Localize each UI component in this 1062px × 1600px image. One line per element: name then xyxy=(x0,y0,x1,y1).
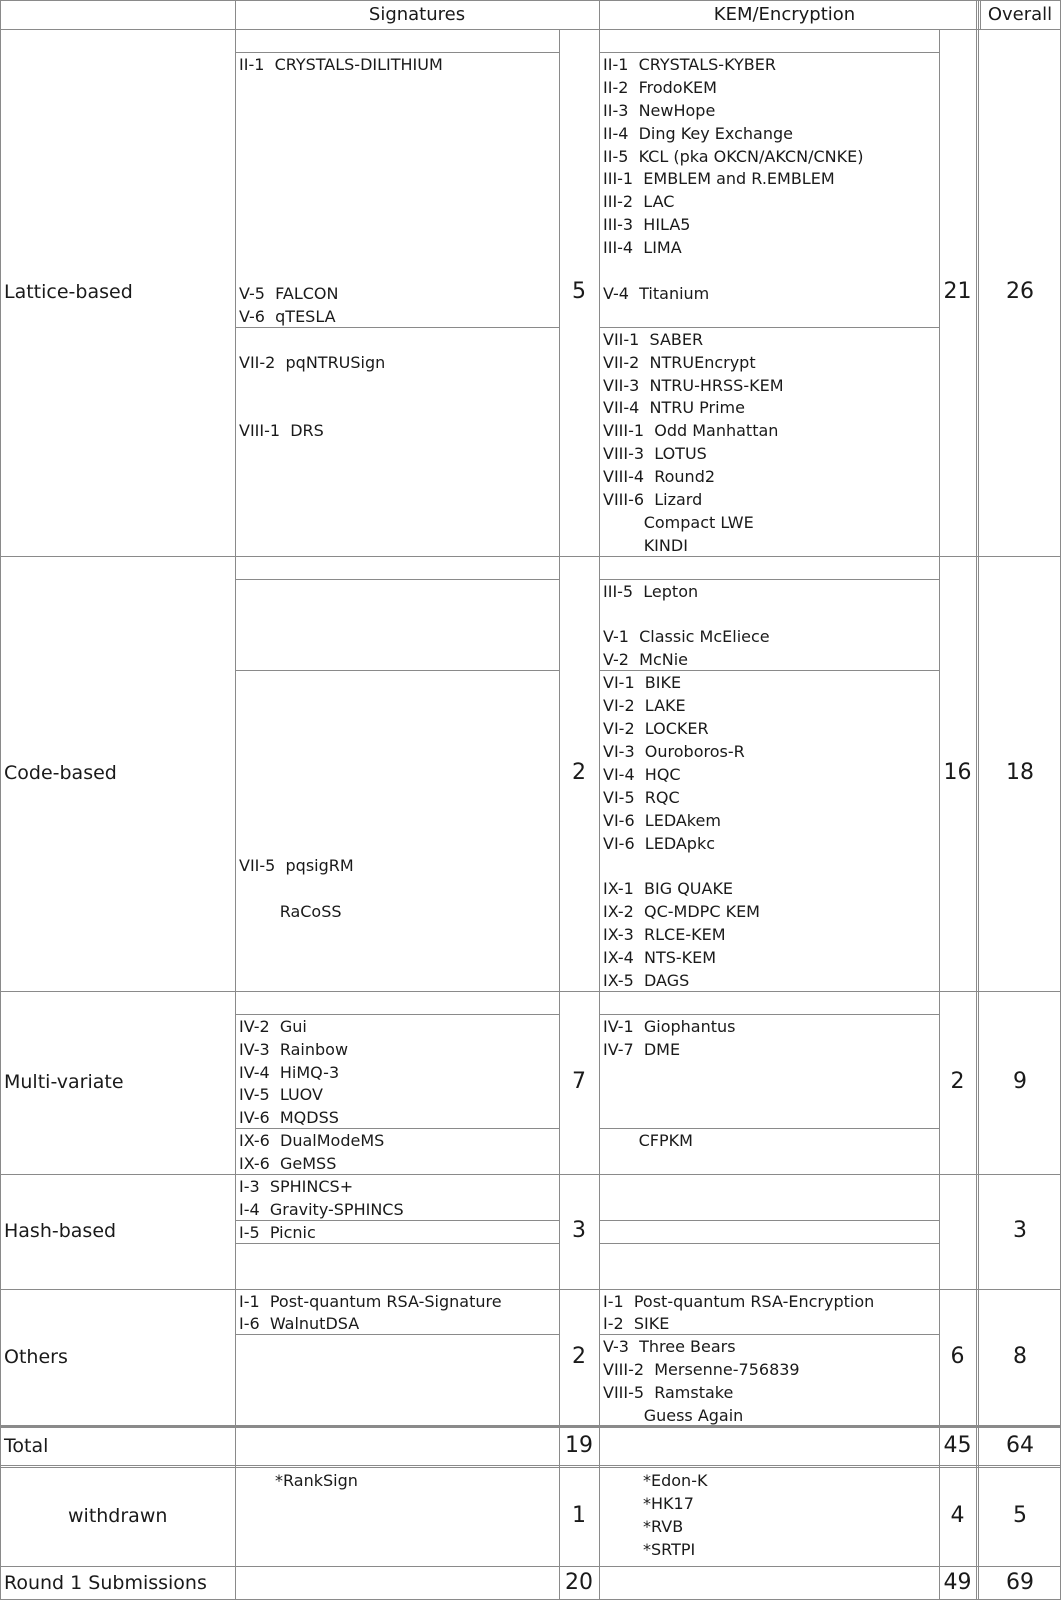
overall-count: 3 xyxy=(1013,1218,1027,1243)
signature-count: 2 xyxy=(572,1344,586,1369)
kem-scheme: II-5 KCL (pka OKCN/AKCN/CNKE) xyxy=(603,147,864,166)
signature-count: 3 xyxy=(572,1218,586,1243)
withdrawn-signature: *RankSign xyxy=(275,1471,358,1490)
kem-scheme: VIII-6 Lizard xyxy=(603,490,703,509)
kem-scheme: I-1 Post-quantum RSA-Encryption xyxy=(603,1292,875,1311)
total-signature-count: 19 xyxy=(565,1433,593,1458)
signature-scheme: I-3 SPHINCS+ xyxy=(239,1177,354,1196)
grid-line xyxy=(0,1465,1060,1468)
round1-label: Round 1 Submissions xyxy=(4,1572,207,1594)
kem-scheme: Guess Again xyxy=(603,1406,744,1425)
total-overall-count: 64 xyxy=(1006,1433,1034,1458)
kem-scheme: III-1 EMBLEM and R.EMBLEM xyxy=(603,169,835,188)
signature-scheme: VII-2 pqNTRUSign xyxy=(239,353,386,372)
overall-count: 26 xyxy=(1006,279,1034,304)
kem-scheme: IV-1 Giophantus xyxy=(603,1017,736,1036)
grid-line xyxy=(1060,0,1061,29)
kem-scheme: V-1 Classic McEliece xyxy=(603,627,770,646)
round1-signature-count: 20 xyxy=(565,1570,593,1595)
grid-line xyxy=(235,579,559,580)
signature-scheme: V-6 qTESLA xyxy=(239,307,336,326)
kem-scheme: V-4 Titanium xyxy=(603,284,710,303)
header-signatures: Signatures xyxy=(368,4,466,25)
signature-scheme: I-4 Gravity-SPHINCS xyxy=(239,1200,404,1219)
signature-scheme: V-5 FALCON xyxy=(239,284,339,303)
category-label: Code-based xyxy=(4,762,117,784)
withdrawn-kem: *HK17 xyxy=(643,1494,694,1513)
kem-scheme: V-2 McNie xyxy=(603,650,688,669)
kem-scheme: VI-2 LAKE xyxy=(603,696,686,715)
withdrawn-overall-count: 5 xyxy=(1013,1503,1027,1528)
grid-line xyxy=(0,0,1,29)
signature-count: 5 xyxy=(572,279,586,304)
signature-scheme: IX-6 DualModeMS xyxy=(239,1131,385,1150)
kem-scheme: VII-4 NTRU Prime xyxy=(603,398,745,417)
kem-scheme: IX-5 DAGS xyxy=(603,971,690,990)
overall-count: 8 xyxy=(1013,1344,1027,1369)
signature-scheme: IV-2 Gui xyxy=(239,1017,307,1036)
kem-scheme: VIII-4 Round2 xyxy=(603,467,716,486)
kem-scheme: VIII-1 Odd Manhattan xyxy=(603,421,779,440)
kem-scheme: I-2 SIKE xyxy=(603,1314,670,1333)
kem-count: 16 xyxy=(943,760,972,785)
withdrawn-kem: *RVB xyxy=(643,1517,684,1536)
kem-scheme: III-3 HILA5 xyxy=(603,215,691,234)
kem-scheme: II-4 Ding Key Exchange xyxy=(603,124,793,143)
withdrawn-label: withdrawn xyxy=(68,1505,168,1527)
kem-count: 21 xyxy=(943,279,972,304)
kem-scheme: IX-1 BIG QUAKE xyxy=(603,879,734,898)
grid-line xyxy=(235,670,559,671)
kem-scheme: VI-1 BIKE xyxy=(603,673,682,692)
withdrawn-signature-count: 1 xyxy=(572,1503,586,1528)
kem-scheme: II-2 FrodoKEM xyxy=(603,78,717,97)
grid-line xyxy=(1060,29,1061,1600)
kem-scheme: III-5 Lepton xyxy=(603,582,699,601)
signature-count: 7 xyxy=(572,1069,586,1094)
kem-scheme: VI-6 LEDApkc xyxy=(603,834,716,853)
kem-scheme: III-4 LIMA xyxy=(603,238,682,257)
kem-scheme: III-2 LAC xyxy=(603,192,675,211)
withdrawn-kem-count: 4 xyxy=(950,1503,965,1528)
kem-scheme: VII-1 SABER xyxy=(603,330,704,349)
category-label: Multi-variate xyxy=(4,1071,124,1093)
kem-scheme: VII-2 NTRUEncrypt xyxy=(603,353,756,372)
kem-scheme: VI-2 LOCKER xyxy=(603,719,709,738)
signature-scheme: I-1 Post-quantum RSA-Signature xyxy=(239,1292,502,1311)
kem-scheme: VI-4 HQC xyxy=(603,765,681,784)
signature-scheme: IV-4 HiMQ-3 xyxy=(239,1063,340,1082)
kem-count xyxy=(939,1216,976,1246)
kem-scheme: VI-5 RQC xyxy=(603,788,680,807)
grid-line xyxy=(599,1220,939,1221)
overall-count: 18 xyxy=(1006,760,1034,785)
kem-scheme: Compact LWE xyxy=(603,513,754,532)
signature-scheme: I-6 WalnutDSA xyxy=(239,1314,360,1333)
overall-count: 9 xyxy=(1013,1069,1027,1094)
signature-scheme: IV-5 LUOV xyxy=(239,1085,323,1104)
kem-count: 2 xyxy=(950,1069,965,1094)
kem-scheme: II-1 CRYSTALS-KYBER xyxy=(603,55,776,74)
kem-scheme: IX-3 RLCE-KEM xyxy=(603,925,726,944)
grid-line xyxy=(599,1243,939,1244)
kem-scheme: IX-4 NTS-KEM xyxy=(603,948,717,967)
kem-scheme: VIII-5 Ramstake xyxy=(603,1383,734,1402)
grid-line xyxy=(235,29,236,1600)
kem-scheme: IV-7 DME xyxy=(603,1040,681,1059)
kem-scheme: CFPKM xyxy=(603,1131,693,1150)
kem-scheme: VIII-3 LOTUS xyxy=(603,444,707,463)
kem-scheme: V-3 Three Bears xyxy=(603,1337,736,1356)
signature-scheme: IV-3 Rainbow xyxy=(239,1040,349,1059)
signature-count: 2 xyxy=(572,760,586,785)
kem-scheme: KINDI xyxy=(603,536,688,555)
signature-scheme: II-1 CRYSTALS-DILITHIUM xyxy=(239,55,443,74)
grid-line xyxy=(0,29,1,1600)
header-kem: KEM/Encryption xyxy=(713,4,856,25)
round1-overall-count: 69 xyxy=(1006,1570,1034,1595)
withdrawn-kem: *Edon-K xyxy=(643,1471,708,1490)
category-label: Lattice-based xyxy=(4,281,133,303)
signature-scheme: IX-6 GeMSS xyxy=(239,1154,337,1173)
signature-scheme: RaCoSS xyxy=(239,902,342,921)
category-label: Others xyxy=(4,1346,68,1368)
signature-scheme: VIII-1 DRS xyxy=(239,421,324,440)
kem-scheme: VIII-2 Mersenne-756839 xyxy=(603,1360,800,1379)
kem-scheme: VI-3 Ouroboros-R xyxy=(603,742,745,761)
kem-scheme: II-3 NewHope xyxy=(603,101,716,120)
kem-scheme: VI-6 LEDAkem xyxy=(603,811,721,830)
withdrawn-kem: *SRTPI xyxy=(643,1540,696,1559)
grid-line xyxy=(0,1566,1060,1567)
total-label: Total xyxy=(4,1435,49,1457)
grid-line xyxy=(976,0,979,1600)
kem-count: 6 xyxy=(950,1344,965,1369)
category-label: Hash-based xyxy=(4,1220,117,1242)
signature-scheme: I-5 Picnic xyxy=(239,1223,316,1242)
round1-kem-count: 49 xyxy=(943,1570,972,1595)
header-overall: Overall xyxy=(987,4,1053,25)
total-kem-count: 45 xyxy=(943,1433,972,1458)
signature-scheme: IV-6 MQDSS xyxy=(239,1108,339,1127)
kem-scheme: IX-2 QC-MDPC KEM xyxy=(603,902,760,921)
signature-scheme: VII-5 pqsigRM xyxy=(239,856,354,875)
kem-scheme: VII-3 NTRU-HRSS-KEM xyxy=(603,376,784,395)
grid-line xyxy=(599,29,600,1600)
